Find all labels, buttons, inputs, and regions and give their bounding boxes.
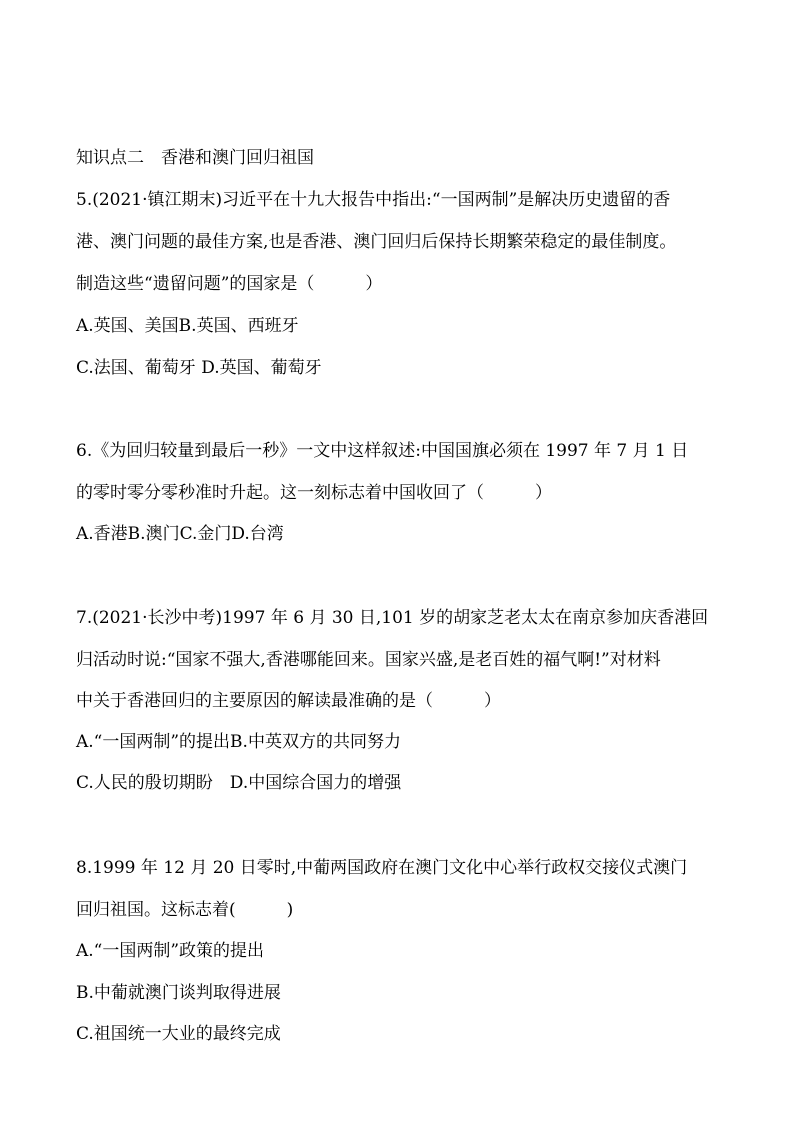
question-6-line-1: 6.《为回归较量到最后一秒》一文中这样叙述:中国国旗必须在 1997 年 7 月 1 日 <box>76 441 689 461</box>
question-5-options-2: C.法国、葡萄牙 D.英国、葡萄牙 <box>76 358 322 378</box>
question-8-line-2: 回归祖国。这标志着( ) <box>76 900 294 920</box>
question-7-options-1: A.“一国两制”的提出B.中英双方的共同努力 <box>76 732 401 752</box>
question-8-options-3: C.祖国统一大业的最终完成 <box>76 1024 281 1044</box>
section-title: 知识点二 香港和澳门回归祖国 <box>76 148 314 168</box>
question-8-options-2: B.中葡就澳门谈判取得进展 <box>76 983 281 1003</box>
question-7-line-1: 7.(2021·长沙中考)1997 年 6 月 30 日,101 岁的胡家芝老太太在南京参加庆香港回 <box>76 608 709 628</box>
question-6-options-1: A.香港B.澳门C.金门D.台湾 <box>76 524 284 544</box>
question-7-line-3: 中关于香港回归的主要原因的解读最准确的是（ ） <box>76 691 501 711</box>
question-5-options-1: A.英国、美国B.英国、西班牙 <box>76 316 299 336</box>
question-7-options-2: C.人民的殷切期盼 D.中国综合国力的增强 <box>76 773 402 793</box>
question-8-line-1: 8.1999 年 12 月 20 日零时,中葡两国政府在澳门文化中心举行政权交接仪式澳门 <box>76 858 688 878</box>
question-5-line-3: 制造这些“遗留问题”的国家是（ ） <box>76 274 383 294</box>
question-7-line-2: 归活动时说:“国家不强大,香港哪能回来。国家兴盛,是老百姓的福气啊!”对材料 <box>76 650 661 670</box>
question-6-line-2: 的零时零分零秒准时升起。这一刻标志着中国收回了（ ） <box>76 483 552 503</box>
question-8-options-1: A.“一国两制”政策的提出 <box>76 941 265 961</box>
question-5-line-1: 5.(2021·镇江期末)习近平在十九大报告中指出:“一国两制”是解决历史遗留的香 <box>76 190 671 210</box>
question-5-line-2: 港、澳门问题的最佳方案,也是香港、澳门回归后保持长期繁荣稳定的最佳制度。 <box>76 232 677 252</box>
